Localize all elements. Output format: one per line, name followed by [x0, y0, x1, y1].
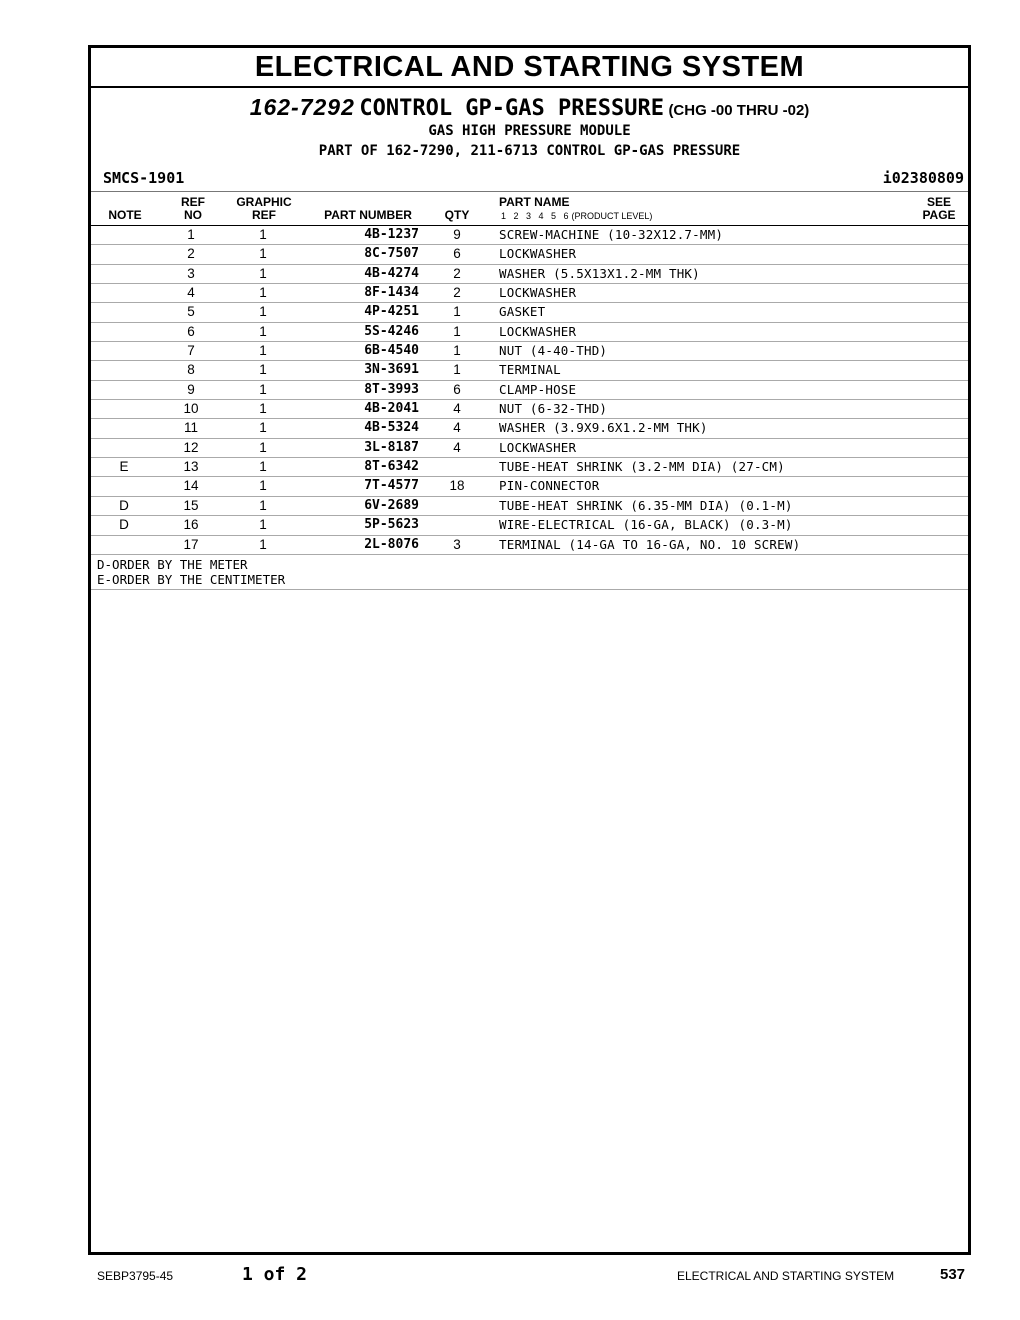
cell-ref-no: 10 — [183, 401, 199, 417]
cell-part-number: 8F-1434 — [364, 285, 419, 301]
cell-note: D — [119, 497, 129, 513]
cell-ref-no: 13 — [183, 459, 199, 475]
cell-part-number: 8T-3993 — [364, 381, 419, 397]
table-row — [91, 284, 968, 303]
cell-part-name: SCREW-MACHINE (10-32X12.7-MM) — [499, 227, 724, 242]
cell-graphic-ref: 1 — [259, 246, 267, 262]
notes-block — [91, 555, 968, 590]
footer-section: ELECTRICAL AND STARTING SYSTEM — [677, 1269, 895, 1283]
note-line: D-ORDER BY THE METER — [97, 556, 248, 572]
cell-part-name: TUBE-HEAT SHRINK (6.35-MM DIA) (0.1-M) — [499, 497, 793, 513]
cell-graphic-ref: 1 — [259, 304, 267, 320]
cell-part-name: WASHER (5.5X13X1.2-MM THK) — [499, 265, 700, 281]
cell-part-number: 4P-4251 — [364, 304, 419, 320]
cell-ref-no: 7 — [187, 343, 195, 359]
table-row — [91, 419, 968, 438]
note-line: E-ORDER BY THE CENTIMETER — [97, 571, 286, 587]
footer-page-number: 537 — [940, 1266, 966, 1283]
table-row — [91, 342, 968, 361]
cell-part-number: 4B-2041 — [364, 401, 419, 417]
group-subtitle: GAS HIGH PRESSURE MODULE — [428, 123, 631, 139]
group-part-of: PART OF 162-7290, 211-6713 CONTROL GP-GAS PRESSURE — [318, 143, 741, 159]
cell-part-name: CLAMP-HOSE — [499, 381, 577, 397]
cell-part-name: PIN-CONNECTOR — [499, 478, 600, 494]
col-part-name: PART NAME — [499, 195, 570, 209]
cell-part-name: LOCKWASHER — [499, 285, 577, 301]
cell-qty: 1 — [453, 362, 461, 378]
cell-qty: 2 — [453, 265, 461, 281]
table-row — [91, 458, 968, 477]
col-graphic-ref: GRAPHIC REF — [236, 195, 292, 222]
cell-ref-no: 4 — [187, 285, 195, 301]
table-row — [91, 477, 968, 496]
cell-ref-no: 14 — [183, 478, 199, 494]
cell-part-name: GASKET — [499, 304, 546, 320]
cell-ref-no: 17 — [183, 536, 199, 552]
col-note: NOTE — [108, 208, 142, 222]
col-see-page: SEE PAGE — [922, 195, 956, 222]
parts-table — [91, 226, 968, 590]
table-row — [91, 400, 968, 419]
product-levels: 1 2 3 4 5 6 (PRODUCT LEVEL) — [501, 211, 653, 221]
cell-graphic-ref: 1 — [259, 497, 267, 513]
cell-part-number: 4B-5324 — [364, 420, 419, 436]
table-row — [91, 226, 968, 245]
cell-part-name: TERMINAL — [499, 362, 561, 378]
footer-page-of: 1 of 2 — [242, 1264, 308, 1285]
page-footer — [0, 1264, 1020, 1288]
table-row — [91, 323, 968, 342]
document-identifier: i02380809 — [882, 169, 964, 187]
table-row — [91, 381, 968, 400]
page-frame — [88, 45, 971, 1255]
group-name: CONTROL GP-GAS PRESSURE — [359, 96, 664, 121]
table-row — [91, 516, 968, 535]
table-row — [91, 361, 968, 380]
cell-part-number: 4B-4274 — [364, 265, 419, 281]
cell-ref-no: 16 — [183, 517, 199, 533]
header-divider — [91, 191, 968, 192]
cell-graphic-ref: 1 — [259, 265, 267, 281]
cell-part-number: 5P-5623 — [364, 517, 419, 533]
cell-part-number: 8T-6342 — [364, 459, 419, 475]
cell-graphic-ref: 1 — [259, 536, 267, 552]
cell-part-number: 3N-3691 — [364, 362, 419, 378]
cell-graphic-ref: 1 — [259, 227, 267, 242]
cell-qty: 1 — [453, 343, 461, 359]
cell-graphic-ref: 1 — [259, 478, 267, 494]
cell-part-number: 6B-4540 — [364, 343, 419, 359]
cell-graphic-ref: 1 — [259, 381, 267, 397]
cell-qty: 6 — [453, 246, 461, 262]
cell-graphic-ref: 1 — [259, 459, 267, 475]
cell-ref-no: 8 — [187, 362, 195, 378]
cell-part-name: LOCKWASHER — [499, 323, 577, 339]
cell-part-number: 5S-4246 — [364, 323, 419, 339]
cell-qty: 1 — [453, 323, 461, 339]
cell-ref-no: 3 — [187, 265, 195, 281]
cell-part-number: 6V-2689 — [364, 497, 419, 513]
group-heading — [91, 94, 968, 121]
cell-note: E — [119, 459, 129, 475]
cell-ref-no: 6 — [187, 323, 195, 339]
cell-qty: 1 — [453, 304, 461, 320]
cell-part-name: WIRE-ELECTRICAL (16-GA, BLACK) (0.3-M) — [499, 517, 793, 533]
cell-part-name: NUT (6-32-THD) — [499, 401, 608, 417]
cell-part-name: NUT (4-40-THD) — [499, 343, 608, 359]
cell-graphic-ref: 1 — [259, 401, 267, 417]
cell-ref-no: 1 — [187, 227, 195, 242]
col-ref-no: REF NO — [181, 195, 205, 222]
cell-part-name: LOCKWASHER — [499, 246, 577, 262]
section-title: ELECTRICAL AND STARTING SYSTEM — [91, 48, 968, 88]
cell-part-number: 2L-8076 — [364, 536, 419, 552]
cell-graphic-ref: 1 — [259, 362, 267, 378]
cell-qty: 4 — [453, 420, 461, 436]
group-change: (CHG -00 THRU -02) — [668, 102, 810, 119]
col-qty: QTY — [444, 208, 470, 222]
table-row — [91, 439, 968, 458]
cell-graphic-ref: 1 — [259, 285, 267, 301]
cell-note: D — [119, 517, 129, 533]
cell-part-name: WASHER (3.9X9.6X1.2-MM THK) — [499, 420, 708, 436]
cell-ref-no: 11 — [183, 420, 198, 436]
cell-part-name: LOCKWASHER — [499, 439, 577, 455]
cell-ref-no: 9 — [187, 381, 195, 397]
cell-graphic-ref: 1 — [259, 343, 267, 359]
col-part-number: PART NUMBER — [324, 208, 412, 222]
cell-graphic-ref: 1 — [259, 439, 267, 455]
cell-part-name: TERMINAL (14-GA TO 16-GA, NO. 10 SCREW) — [499, 536, 801, 552]
cell-graphic-ref: 1 — [259, 323, 267, 339]
table-row — [91, 245, 968, 264]
table-row — [91, 265, 968, 284]
cell-ref-no: 15 — [183, 497, 199, 513]
group-part-number: 162-7292 — [249, 94, 355, 120]
cell-qty: 6 — [453, 381, 461, 397]
cell-graphic-ref: 1 — [259, 517, 267, 533]
cell-qty: 3 — [453, 536, 461, 552]
cell-graphic-ref: 1 — [259, 420, 267, 436]
table-row — [91, 536, 968, 555]
table-row — [91, 497, 968, 516]
cell-ref-no: 12 — [183, 439, 199, 455]
cell-ref-no: 5 — [187, 304, 195, 320]
cell-ref-no: 2 — [187, 246, 195, 262]
smcs-code: SMCS-1901 — [103, 169, 185, 187]
cell-part-number: 8C-7507 — [364, 246, 419, 262]
cell-qty: 4 — [453, 401, 461, 417]
cell-part-number: 3L-8187 — [364, 439, 419, 455]
cell-part-number: 4B-1237 — [364, 227, 419, 242]
footer-document-number: SEBP3795-45 — [97, 1269, 174, 1283]
cell-qty: 18 — [449, 478, 465, 494]
cell-qty: 2 — [453, 285, 461, 301]
cell-qty: 4 — [453, 439, 461, 455]
cell-part-number: 7T-4577 — [364, 478, 419, 494]
cell-part-name: TUBE-HEAT SHRINK (3.2-MM DIA) (27-CM) — [499, 459, 785, 475]
table-row — [91, 303, 968, 322]
cell-qty: 9 — [453, 227, 461, 242]
